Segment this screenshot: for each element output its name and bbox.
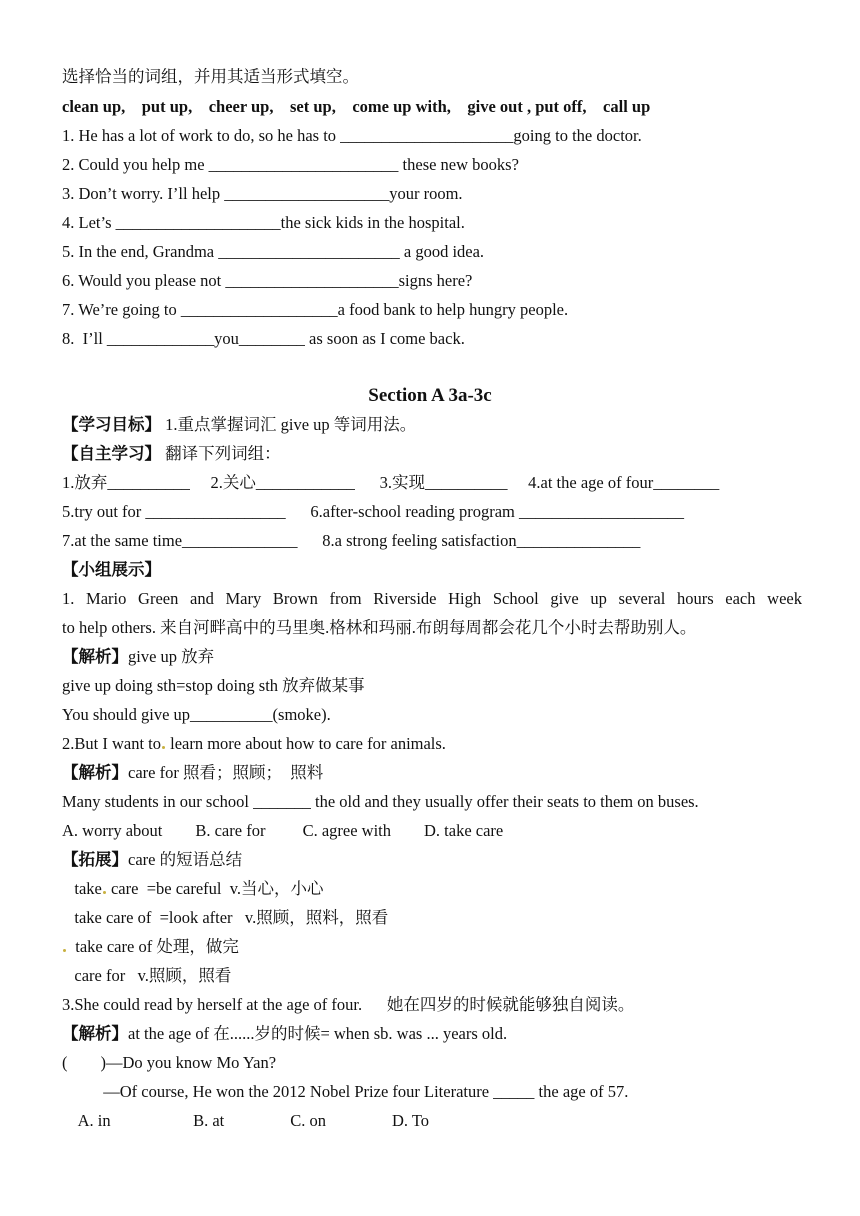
- extension-item-1-post: care =be careful v.当心，小心: [106, 879, 324, 898]
- exercise-item-7: 7. We’re going to ___________________a food bank to help hungry people.: [62, 300, 569, 319]
- goal-tag: 【学习目标】: [62, 415, 161, 434]
- exercise-item-2: 2. Could you help me _______________________ these new books?: [62, 155, 519, 174]
- phrase-bank: clean up, put up, cheer up, set up, come up with, give out , put off, call up: [62, 97, 651, 116]
- analysis-2-text: care for 照看；照顾； 照料: [128, 763, 324, 782]
- extension: [62, 849, 242, 871]
- analysis-2-options: A. worry about B. care for C. agree with D. take care: [62, 821, 504, 840]
- exercise-item-1: 1. He has a lot of work to do, so he has to _____________________going to the doctor.: [62, 126, 642, 145]
- exercise-item-8: 8. I’ll _____________you________ as soon as I come back.: [62, 329, 465, 348]
- extension-item-1: [62, 878, 324, 900]
- exercise-item-3: 3. Don’t worry. I’ll help ____________________your room.: [62, 184, 463, 203]
- learning-goal: [62, 414, 416, 436]
- extension-item-2: take care of =look after v.照顾，照料，照看: [62, 908, 389, 927]
- sentence-1-line-2: to help others. 来自河畔高中的马里奥.格林和玛丽.布朗每周都会花几个小时去帮助别人。: [62, 618, 697, 637]
- exercise-item-5: 5. In the end, Grandma ______________________ a good idea.: [62, 242, 485, 261]
- extension-item-1-pre: take: [62, 879, 102, 898]
- group-show-tag: 【小组展示】: [62, 560, 161, 579]
- dot-mark: [103, 891, 106, 894]
- exercise-item-4: 4. Let’s ____________________the sick kids in the hospital.: [62, 213, 465, 232]
- sentence-2-post: learn more about how to care for animals.: [166, 734, 446, 753]
- dot-mark: [63, 949, 66, 952]
- extension-tag: 【拓展】: [62, 850, 128, 869]
- self-study-tag: 【自主学习】: [62, 444, 161, 463]
- analysis-2-question: Many students in our school _______ the old and they usually offer their seats to them on buses.: [62, 792, 699, 811]
- translation-row-1: 1.放弃__________ 2.关心____________ 3.实现__________ 4.at the age of four________: [62, 473, 720, 492]
- analysis-1: [62, 646, 214, 668]
- question-3-options: A. in B. at C. on D. To: [62, 1111, 430, 1130]
- sentence-2-pre: 2.But I want to: [62, 734, 161, 753]
- analysis-1-line-2: give up doing sth=stop doing sth 放弃做某事: [62, 676, 365, 695]
- analysis-tag: 【解析】: [62, 1024, 128, 1043]
- exercise-item-6: 6. Would you please not _____________________signs here?: [62, 271, 473, 290]
- extension-text: care 的短语总结: [128, 850, 243, 869]
- self-study: [62, 443, 281, 465]
- question-3-line-2: —Of course, He won the 2012 Nobel Prize four Literature _____ the age of 57.: [62, 1082, 629, 1101]
- analysis-tag: 【解析】: [62, 647, 128, 666]
- translation-row-2: 5.try out for _________________ 6.after-school reading program ____________________: [62, 502, 684, 521]
- section-title: Section A 3a-3c: [368, 385, 492, 406]
- exercise-instruction: 选择恰当的词组，并用其适当形式填空。: [62, 67, 359, 86]
- analysis-3: [62, 1023, 507, 1045]
- sentence-1-line-1: 1. Mario Green and Mary Brown from Riverside High School give up several hours each week: [62, 589, 802, 608]
- dot-mark: [162, 746, 165, 749]
- analysis-2: [62, 762, 323, 784]
- analysis-3-text: at the age of 在......岁的时候= when sb. was ... years old.: [128, 1024, 508, 1043]
- sentence-2: [62, 733, 446, 755]
- translation-row-3: 7.at the same time______________ 8.a strong feeling satisfaction_______________: [62, 531, 641, 550]
- goal-text: 1.重点掌握词汇 give up 等词用法。: [161, 415, 417, 434]
- self-study-text: 翻译下列词组：: [161, 444, 281, 463]
- extension-item-3: [62, 936, 239, 958]
- sentence-3: 3.She could read by herself at the age of four. 她在四岁的时候就能够独自阅读。: [62, 995, 635, 1014]
- question-3-line-1: ( )—Do you know Mo Yan?: [62, 1053, 277, 1072]
- analysis-1-line-3: You should give up__________(smoke).: [62, 705, 331, 724]
- extension-item-3-text: take care of 处理，做完: [67, 937, 239, 956]
- analysis-1-text: give up 放弃: [128, 647, 215, 666]
- analysis-tag: 【解析】: [62, 763, 128, 782]
- extension-item-4: care for v.照顾，照看: [62, 966, 232, 985]
